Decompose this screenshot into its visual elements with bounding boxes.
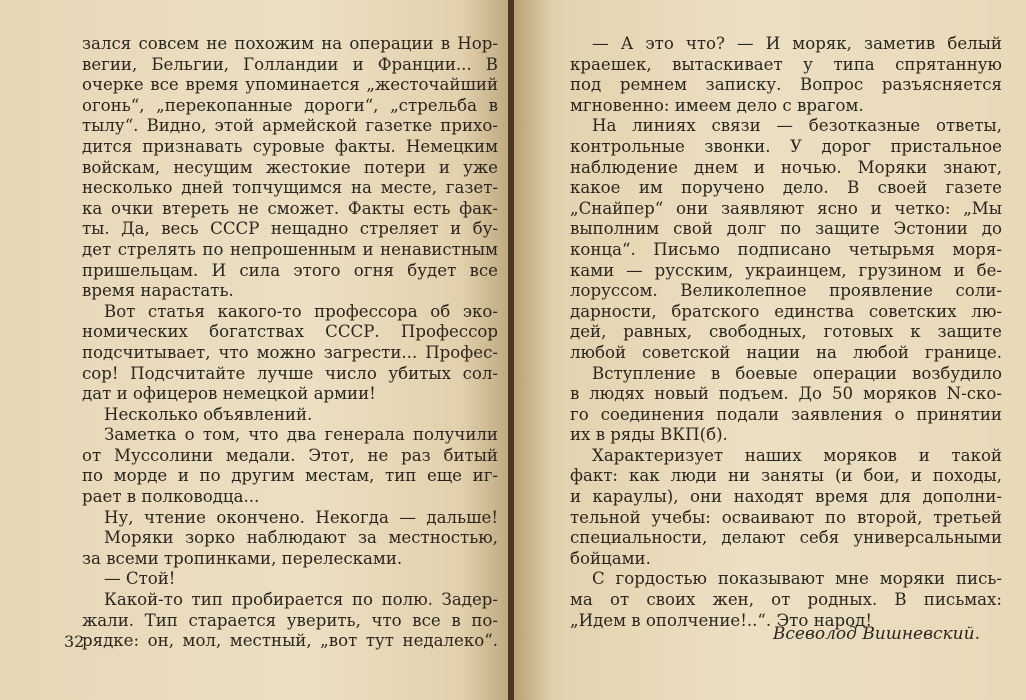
text-line: любой советской нации на любой границе. — [570, 342, 1002, 362]
text-line: дится признавать суровые факты. Немецким — [82, 136, 498, 156]
text-line: рядке: он, мол, местный, „вот тут недалеко“. — [82, 631, 498, 651]
text-line: дет стрелять по непрошенным и ненавистным — [82, 239, 498, 259]
text-line: Ну, чтение окончено. Некогда — дальше! — [104, 507, 498, 527]
text-line: го соединения подали заявления о принятии — [570, 404, 1002, 424]
right-page-text — [570, 34, 1002, 631]
left-page — [0, 0, 512, 700]
text-line: ма от своих жен, от родных. В письмах: — [570, 590, 1002, 610]
text-line: Характеризует наших моряков и такой — [592, 445, 1002, 465]
text-line: очерке все время упоминается „жесточайший — [82, 75, 498, 95]
text-line: время нарастать. — [82, 281, 234, 301]
text-line: сор! Подсчитайте лучше число убитых сол- — [82, 363, 498, 383]
text-line: рает в полководца... — [82, 487, 260, 507]
text-line: тылу“. Видно, этой армейской газетке прихо- — [82, 116, 498, 136]
text-line: и караулы), они находят время для дополни- — [570, 487, 1002, 507]
text-line: зался совсем не похожим на операции в Нор- — [82, 34, 498, 53]
text-line: огонь“, „перекопанные дороги“, „стрельба в — [82, 95, 498, 115]
text-line: контрольные звонки. У дорог пристальное — [570, 136, 1002, 156]
text-line: На линиях связи — безотказные ответы, — [592, 116, 1002, 136]
left-page-text — [82, 34, 498, 652]
text-line: лоруссом. Великолепное проявление соли- — [570, 281, 1002, 301]
text-line: Моряки зорко наблюдают за местностью, — [104, 528, 498, 548]
text-line: ками — русским, украинцем, грузином и бе- — [570, 260, 1002, 280]
text-line: дей, равных, свободных, готовых к защите — [570, 322, 1002, 342]
author-signature: Всеволод Вишневский. — [772, 624, 980, 644]
text-line: Несколько объявлений. — [104, 404, 313, 424]
text-line: выполним свой долг по защите Эстонии до — [570, 219, 1002, 239]
text-line: дат и офицеров немецкой армии! — [82, 384, 376, 404]
text-line: в людях новый подъем. До 50 моряков N-ско- — [570, 384, 1002, 404]
text-line: от Муссолини медали. Этот, не раз битый — [82, 445, 498, 465]
text-line: наблюдение днем и ночью. Моряки знают, — [570, 157, 1002, 177]
text-line: вегии, Бельгии, Голландии и Франции... В — [82, 54, 498, 74]
text-line: номических богатствах СССР. Профессор — [82, 322, 498, 342]
text-line: за всеми тропинками, перелесками. — [82, 548, 403, 568]
text-line: Какой-то тип пробирается по полю. Задер- — [104, 590, 498, 610]
text-line: под ремнем записку. Вопрос разъясняется — [570, 75, 1002, 95]
text-line: пришельцам. И сила этого огня будет все — [82, 260, 498, 280]
text-line: мгновенно: имеем дело с врагом. — [570, 95, 864, 115]
text-line: какое им поручено дело. В своей газете — [570, 178, 1002, 198]
text-line: ка очки втереть не сможет. Факты есть фак- — [82, 198, 498, 218]
text-line: их в ряды ВКП(б). — [570, 425, 728, 445]
text-line: дарности, братского единства советских лю- — [570, 301, 1002, 321]
text-line: несколько дней топчущимся на месте, газет- — [82, 178, 498, 198]
text-line: — А это что? — И моряк, заметив белый — [592, 34, 1002, 53]
text-line: конца“. Письмо подписано четырьмя моря- — [570, 239, 1002, 259]
text-line: бойцами. — [570, 548, 651, 568]
text-line: „Идем в ополчение!..“. Это народ! — [570, 610, 873, 630]
text-line: краешек, вытаскивает у типа спрятанную — [570, 54, 1002, 74]
text-line: жали. Тип старается уверить, что все в по- — [82, 610, 498, 630]
page-number: 32 — [64, 632, 85, 651]
text-line: тельной учебы: осваивают по второй, третьей — [570, 507, 1002, 527]
text-line: ты. Да, весь СССР нещадно стреляет и бу- — [82, 219, 498, 239]
text-line: — Стой! — [104, 569, 176, 589]
text-line: Вступление в боевые операции возбудило — [592, 363, 1002, 383]
text-line: Вот статья какого-то профессора об эко- — [104, 301, 498, 321]
text-line: С гордостью показывают мне моряки пись- — [592, 569, 1002, 589]
text-line: по морде и по другим местам, тип еще иг- — [82, 466, 498, 486]
text-line: „Снайпер“ они заявляют ясно и четко: „Мы — [570, 198, 1002, 218]
text-line: специальности, делают себя универсальными — [570, 528, 1002, 548]
text-line: факт: как люди ни заняты (и бои, и походы, — [570, 466, 1002, 486]
text-line: Заметка о том, что два генерала получили — [104, 425, 498, 445]
text-line: подсчитывает, что можно загрести... Профес- — [82, 342, 498, 362]
right-page — [514, 0, 1026, 700]
text-line: войскам, несущим жестокие потери и уже — [82, 157, 498, 177]
